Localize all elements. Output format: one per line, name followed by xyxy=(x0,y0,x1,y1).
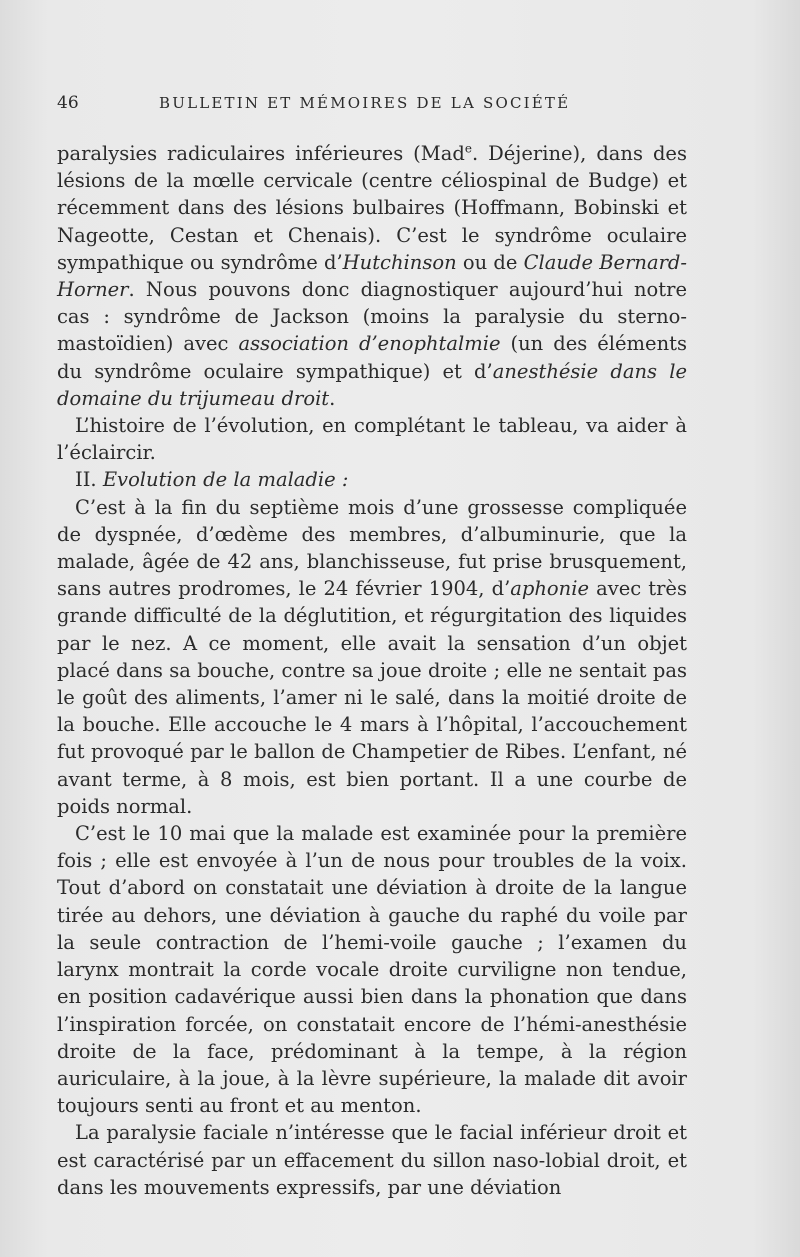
italic-term: aphonie xyxy=(510,577,590,601)
paragraph: C’est le 10 mai que la malade est examinée pour la première fois ; elle est envoyée à l’un de nous pour troubles de la voix. Tout d’abord on constatait une déviation à droite de la langue tirée au dehors, une déviation à gauche du raphé du voile par la seule contraction de l’hemi-voile gauche ; l’examen du larynx montrait la corde vocale droite curviligne non tendue, en position cadavérique aussi bien dans la phonation que dans l’inspiration forcée, on constatait encore de l’hémi-anesthésie droite de la face, prédominant à la tempe, à la région auriculaire, à la joue, à la lèvre supérieure, la malade dit avoir toujours senti au front et au menton. xyxy=(57,822,687,1118)
running-title: BULLETIN ET MÉMOIRES DE LA SOCIÉTÉ xyxy=(159,94,571,112)
superscript: e xyxy=(464,141,472,156)
section-heading xyxy=(57,466,687,493)
paragraph xyxy=(57,494,687,820)
text-run: C’est à la fin du septième mois d’une grossesse compliquée de dyspnée, d’œdème des membres, d’albuminurie, que la malade, âgée de 42 ans, blanchisseuse, fut prise brusquement, sans autres prodromes, le 24 février 1904, d’ xyxy=(57,495,687,601)
paragraph-continued xyxy=(57,140,687,412)
section-number: II. xyxy=(75,468,103,492)
paragraph: La paralysie faciale n’intéresse que le facial inférieur droit et est caractérisé par un effacement du sillon naso-lobial droit, et dans les mouvements expressifs, par une déviation xyxy=(57,1121,687,1199)
body-text xyxy=(57,140,687,1201)
text-run: ou de xyxy=(456,250,524,274)
text-run: . Déjerine), dans des lésions de la mœlle cervicale (centre céliospinal de Budge) et récemment dans des lésions bulbaires (Hoffmann, Bobinski et Nageotte, Cestan et Chenais). C’est le syndrôme oculaire sympathique ou syndrôme d’ xyxy=(57,142,687,274)
text-run: avec très grande difficulté de la déglutition, et régurgitation des liquides par le nez. A ce moment, elle avait la sensation d’un objet placé dans sa bouche, contre sa joue droite ; elle ne sentait pas le goût des aliments, l’amer ni le salé, dans la moitié droite de la bouche. Elle accouche le 4 mars à l’hôpital, l’accouchement fut provoqué par le ballon de Champetier de Ribes. L’enfant, né avant terme, à 8 mois, est bien portant. Il a une courbe de poids normal. xyxy=(57,577,687,818)
running-head xyxy=(57,93,687,115)
italic-term: anesthésie dans le domaine du trijumeau droit xyxy=(57,359,687,410)
text-run: paralysies radiculaires inférieures (Mad xyxy=(57,142,465,165)
text-run: (un des éléments du syndrôme oculaire sympathique) et d’ xyxy=(57,332,687,383)
italic-name: Hutchinson xyxy=(342,250,457,274)
italic-term: association d’enophtalmie xyxy=(238,332,501,356)
page-number: 46 xyxy=(57,93,79,113)
paragraph: L’histoire de l’évolution, en complétant le tableau, va aider à l’éclaircir. xyxy=(57,414,687,465)
text-run: . Nous pouvons donc diagnostiquer aujourd’hui notre cas : syndrôme de Jackson (moins la paralysie du sterno-mastoïdien) avec xyxy=(57,278,687,356)
text-run: . xyxy=(329,386,336,410)
italic-name: Claude Bernard-Horner xyxy=(57,250,687,302)
section-title: Evolution de la maladie : xyxy=(102,468,349,492)
